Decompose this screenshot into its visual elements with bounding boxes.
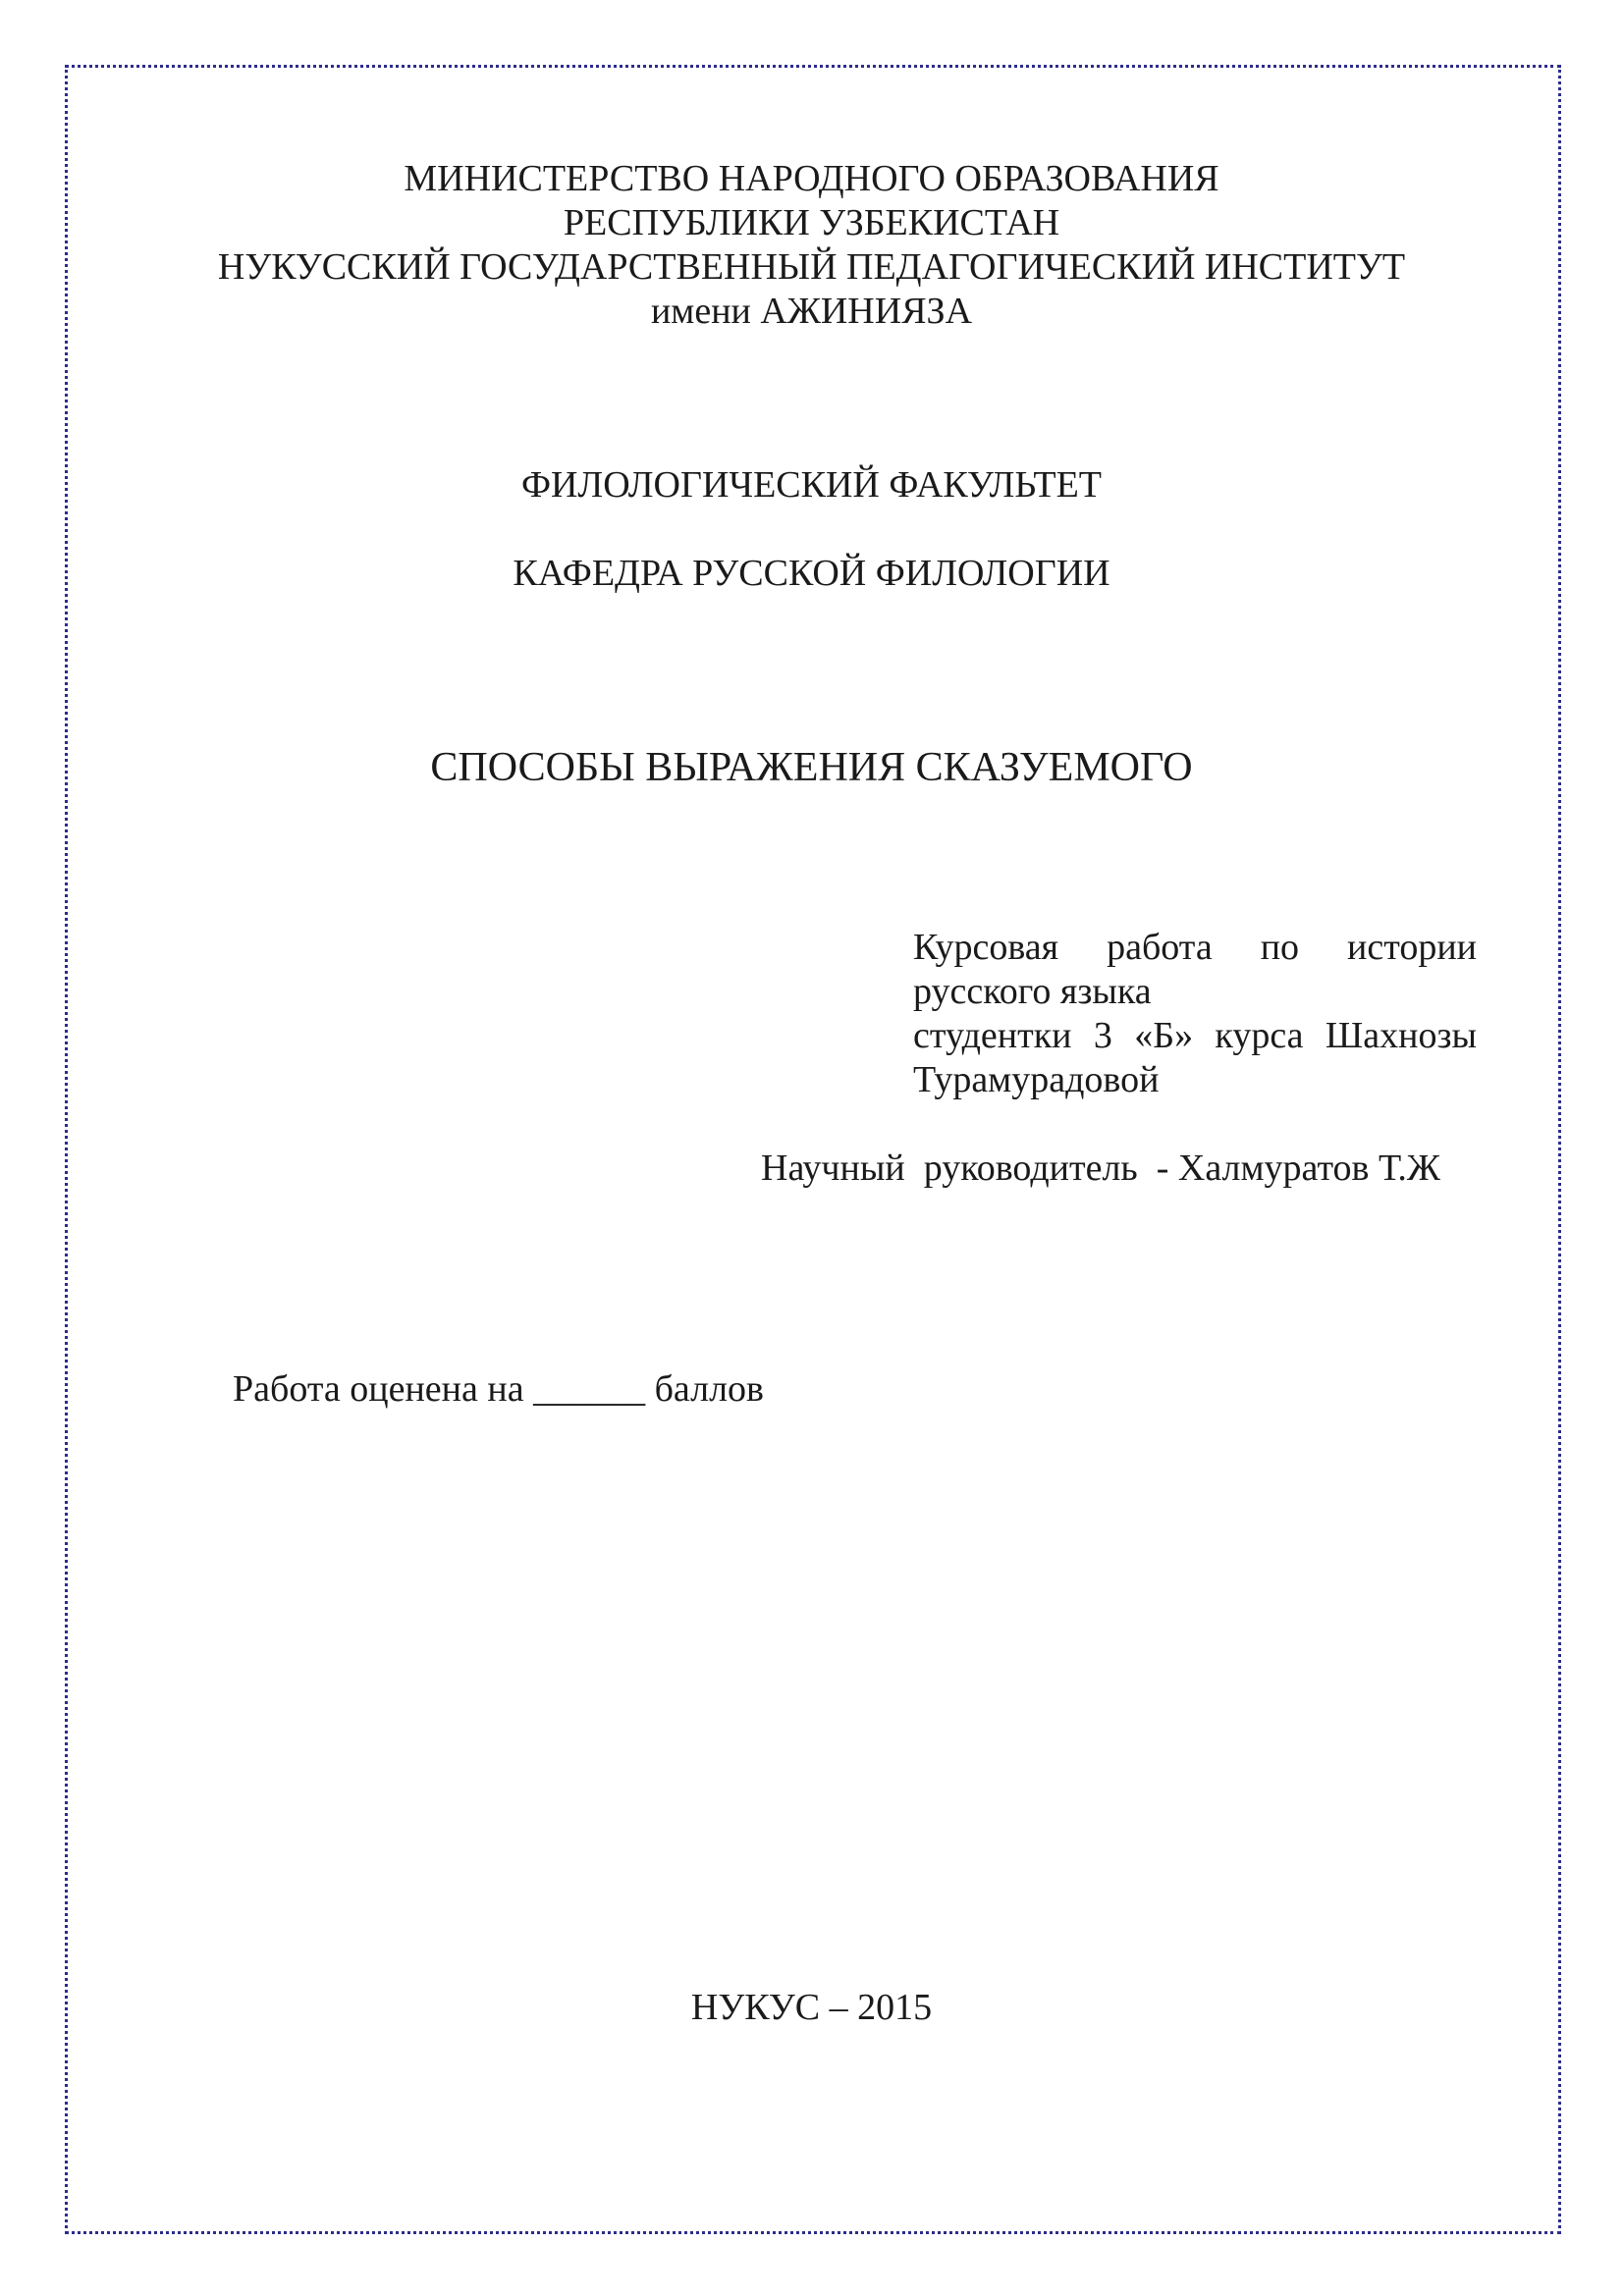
faculty-line: ФИЛОЛОГИЧЕСКИЙ ФАКУЛЬТЕТ [520, 464, 1103, 506]
department-line: КАФЕДРА РУССКОЙ ФИЛОЛОГИИ [513, 553, 1110, 594]
author-line-1: Курсовая работа по истории [913, 927, 1477, 968]
document-title: СПОСОБЫ ВЫРАЖЕНИЯ СКАЗУЕМОГО [430, 745, 1193, 790]
city-year-footer: НУКУС – 2015 [690, 1987, 933, 2028]
institute-line: НУКУССКИЙ ГОСУДАРСТВЕННЫЙ ПЕДАГОГИЧЕСКИЙ ИНСТИТУТ [217, 246, 1406, 288]
author-block [913, 926, 1477, 1102]
institute-name-line: имени АЖИНИЯЗА [650, 291, 973, 332]
grade-line: Работа оценена на ______ баллов [233, 1368, 764, 1410]
ministry-line: МИНИСТЕРСТВО НАРОДНОГО ОБРАЗОВАНИЯ [404, 158, 1219, 199]
author-line-4: Турамурадовой [913, 1059, 1160, 1100]
supervisor-line: Научный руководитель - Халмуратов Т.Ж [761, 1148, 1440, 1189]
republic-line: РЕСПУБЛИКИ УЗБЕКИСТАН [563, 202, 1060, 243]
author-line-3: студентки 3 «Б» курса Шахнозы [913, 1015, 1477, 1056]
author-line-2: русского языка [913, 971, 1152, 1012]
